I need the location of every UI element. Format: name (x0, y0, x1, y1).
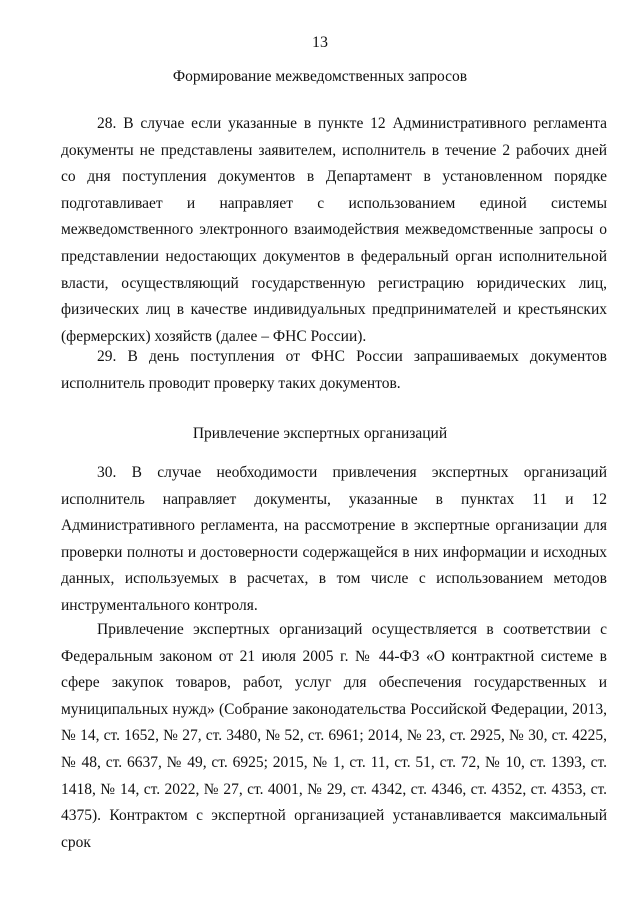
paragraph-28: 28. В случае если указанные в пункте 12 Административного регламента документы не представлены заявителем, исполнитель в течение 2 рабочих дней со дня поступления документов в Департамент в установленном порядке подготавливает и направляет с использованием единой системы межведомственного электронного взаимодействия межведомственные запросы о представлении недостающих документов в федеральный орган исполнительной власти, осуществляющий государственную регистрацию юридических лиц, физических лиц в качестве индивидуальных предпринимателей и крестьянских (фермерских) хозяйств (далее – ФНС России). (61, 115, 607, 345)
section-heading-interagency-requests: Формирование межведомственных запросов (172, 68, 468, 85)
paragraph-expert-involvement: Привлечение экспертных организаций осуществляется в соответствии с Федеральным законом от 21 июля 2005 г. № 44-ФЗ «О контрактной системе в сфере закупок товаров, работ, услуг для обеспечения государственных и муниципальных нужд» (Собрание законодательства Российской Федерации, 2013, № 14, ст. 1652, № 27, ст. 3480, № 52, ст. 6961; 2014, № 23, ст. 2925, № 30, ст. 4225, № 48, ст. 6637, № 49, ст. 6925; 2015, № 1, ст. 11, ст. 51, ст. 72, № 10, ст. 1393, ст. 1418, № 14, ст. 2022, № 27, ст. 4001, № 29, ст. 4342, ст. 4346, ст. 4352, ст. 4353, ст. 4375). Контрактом с экспертной организацией устанавливается максимальный срок (61, 621, 607, 851)
paragraph-29: 29. В день поступления от ФНС России запрашиваемых документов исполнитель проводит проверку таких документов. (61, 348, 607, 392)
paragraph-30: 30. В случае необходимости привлечения экспертных организаций исполнитель направляет документы, указанные в пунктах 11 и 12 Административного регламента, на рассмотрение в экспертные организации для проверки полноты и достоверности содержащейся в них информации и исходных данных, используемых в расчетах, в том числе с использованием методов инструментального контроля. (61, 464, 607, 614)
page-number: 13 (312, 34, 328, 51)
section-heading-expert-organizations: Привлечение экспертных организаций (192, 425, 448, 442)
